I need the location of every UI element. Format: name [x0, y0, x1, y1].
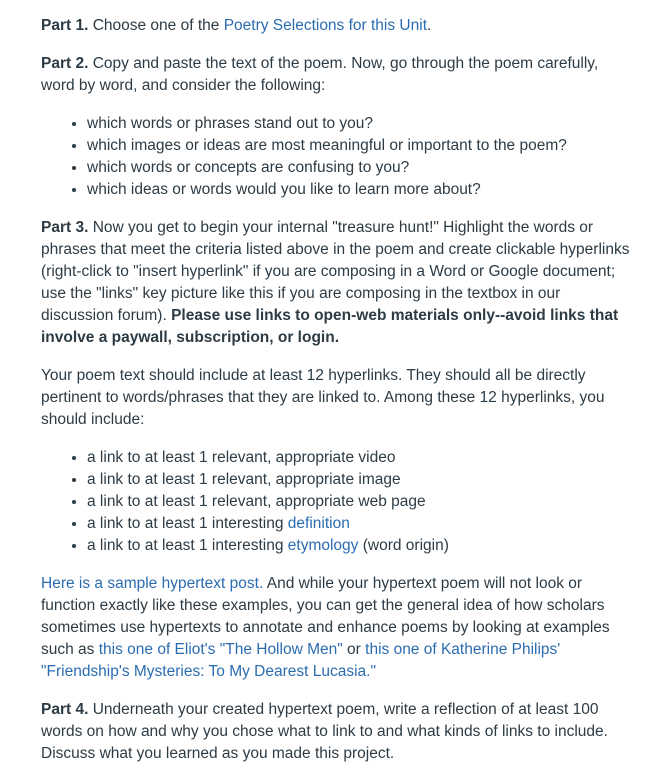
part1-label: Part 1.: [41, 17, 89, 34]
part1-paragraph: [41, 15, 636, 37]
list-item-after: (word origin): [358, 537, 449, 554]
part4-text: Underneath your created hypertext poem, write a reflection of at least 100 words on how and why you chose what to link to and what kinds of links to include. Discuss what you learned as you made this project.: [41, 701, 608, 762]
list-item: [87, 469, 636, 491]
part2-text: Copy and paste the text of the poem. Now, go through the poem carefully, word by word, and consider the following:: [41, 55, 599, 94]
hollow-men-link[interactable]: this one of Eliot's "The Hollow Men": [98, 641, 343, 658]
list-item: [87, 535, 636, 557]
part1-end: .: [427, 17, 432, 34]
requirements-list: [41, 447, 636, 557]
list-item-text: a link to at least 1 relevant, appropriate video: [87, 449, 396, 466]
list-item-text: a link to at least 1 relevant, appropriate web page: [87, 493, 426, 510]
list-item: • which words or phrases stand out to you?: [87, 113, 636, 135]
part1-text: Choose one of the: [88, 17, 224, 34]
part3-label: Part 3.: [41, 219, 89, 236]
list-item: [87, 513, 636, 535]
poetry-selections-link[interactable]: Poetry Selections for this Unit: [223, 17, 427, 34]
part2-label: Part 2.: [41, 55, 89, 72]
part3-text: Now you get to begin your internal "treasure hunt!" Highlight the words or phrases that meet the criteria listed above in the poem and create clickable hyperlinks (right-click to "insert hyperlink" if you are composing in a Word or Google document; use the "links" key picture like this if you are composing in the textbox in our discussion forum).: [41, 219, 630, 324]
friendships-mysteries-link[interactable]: this one of Katherine Philips' "Friendship's Mysteries: To My Dearest Lucasia.": [41, 641, 561, 680]
list-item-text: a link to at least 1 interesting: [87, 537, 288, 554]
list-item-text: a link to at least 1 interesting: [87, 515, 288, 532]
definition-link[interactable]: definition: [287, 515, 350, 532]
list-item: • which words or concepts are confusing to you?: [87, 157, 636, 179]
part4-label: Part 4.: [41, 701, 89, 718]
part4-paragraph: [41, 699, 636, 765]
list-item: • which images or ideas are most meaningful or important to the poem?: [87, 135, 636, 157]
list-item: • which ideas or words would you like to learn more about?: [87, 179, 636, 201]
sample-hypertext-link[interactable]: Here is a sample hypertext post.: [41, 575, 264, 592]
requirements-intro: Your poem text should include at least 12 hyperlinks. They should all be directly pertinent to words/phrases that they are linked to. Among these 12 hyperlinks, you should include:: [41, 367, 605, 428]
list-item-text: a link to at least 1 relevant, appropriate image: [87, 471, 401, 488]
list-item: [87, 491, 636, 513]
part2-paragraph: [41, 53, 636, 97]
sample-paragraph: [41, 573, 636, 683]
part3-paragraph: [41, 217, 636, 349]
consider-list: [41, 113, 636, 201]
sample-or: or: [342, 641, 366, 658]
list-item: [87, 447, 636, 469]
etymology-link[interactable]: etymology: [287, 537, 359, 554]
sample-text: And while your hypertext poem will not look or function exactly like these examples, you can get the general idea of how scholars sometimes use hypertexts to annotate and enhance poems by looking at examples such as: [41, 575, 610, 658]
part3-bold-note: Please use links to open-web materials only--avoid links that involve a paywall, subscription, or login.: [41, 307, 619, 346]
